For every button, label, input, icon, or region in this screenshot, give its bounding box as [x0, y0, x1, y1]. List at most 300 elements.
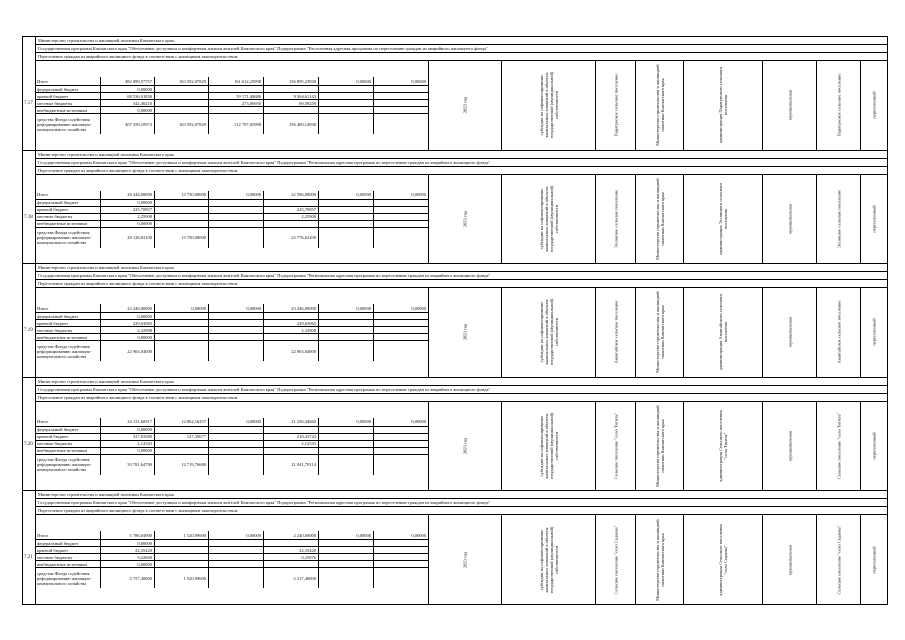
financing-value [155, 320, 209, 326]
financing-row [36, 540, 428, 547]
financing-section [36, 77, 428, 151]
financing-value: 13 750,00000 [155, 228, 209, 248]
financing-value [209, 228, 264, 248]
financing-value [319, 313, 374, 319]
column-activity [501, 61, 595, 150]
year-text: 2023 год [462, 97, 468, 114]
financing-value [374, 200, 428, 206]
financing-value [374, 427, 428, 433]
object-text: Анавгайское сельское поселение [613, 300, 618, 364]
column-year [428, 515, 501, 604]
financing-source-label: Итого [36, 304, 101, 312]
financing-section [36, 531, 428, 605]
financing-value [155, 313, 209, 319]
financing-row [36, 207, 428, 214]
financing-value: 2,12543 [101, 441, 155, 447]
financing-value: 0,00000 [209, 418, 264, 426]
financing-value [264, 107, 319, 113]
financing-value [209, 221, 264, 227]
financing-value [209, 341, 264, 361]
financing-value: 2,32908 [101, 327, 155, 333]
activity-text: субсидии на софинансирование капитальных вложений в объекты государственной (муниципальной) собственности [538, 185, 559, 253]
financing-value: 2 217,40000 [264, 568, 319, 588]
recipient-text: администрация Анавгайского сельского поселения [718, 294, 728, 371]
financing-row [36, 427, 428, 434]
program-header: Государственная программа Камчатского края "Обеспечение доступным и комфортным жильем жителей Камчатского края" Подпрограмма "Региональная адресная программа по переселению граждан из аварийного жилищного фонда" [36, 272, 887, 280]
column-recipient [683, 288, 762, 377]
financing-value [209, 540, 264, 546]
financing-value [374, 327, 428, 333]
financing-source-label: Итого [36, 191, 101, 199]
financing-row [36, 341, 428, 361]
subject-header: Переселение граждан из аварийного жилищного фонда в соответствии с жилищным законодательством [36, 394, 887, 402]
financing-source-label: средства Фонда содействия реформированию жилищно-коммунального хозяйства [36, 228, 101, 248]
financing-source-label: краевой бюджет [36, 320, 101, 326]
financing-row [36, 86, 428, 93]
year-text: 2023 год [462, 437, 468, 455]
column-ministry-short [635, 402, 683, 491]
financing-row [36, 441, 428, 448]
financing-value: 0,00000 [101, 540, 155, 546]
ministry-short-text: Министерство строительства и жилищной политики Камчатского края [654, 291, 665, 374]
row-number-cell [23, 37, 36, 150]
financing-value [209, 547, 264, 553]
year-text: 2023 год [462, 210, 468, 228]
financing-value: 2 240,00000 [264, 531, 319, 539]
financing-value [155, 547, 209, 553]
financing-value [155, 441, 209, 447]
financing-value: 0,00000 [319, 304, 374, 312]
financing-value: 0,00000 [101, 200, 155, 206]
column-territory [816, 402, 860, 491]
financing-value [264, 313, 319, 319]
financing-source-label: местные бюджеты [36, 441, 101, 447]
financing-value [264, 561, 319, 567]
financing-value [264, 200, 319, 206]
financing-value: 1 520,99600 [155, 568, 209, 588]
financing-value: 342,46210 [101, 100, 155, 106]
financing-source-label: местные бюджеты [36, 554, 101, 560]
financing-value: 225,70857 [101, 207, 155, 213]
financing-source-label: внебюджетные источники [36, 334, 101, 340]
financing-value: 68 536,01830 [101, 93, 155, 99]
financing-value [319, 107, 374, 113]
column-prop-type [860, 402, 887, 491]
recipient-text: администрация Сельского поселения "село Седанка" [718, 524, 728, 596]
financing-value: 0,00000 [319, 77, 374, 85]
financing-value [209, 448, 264, 454]
financing-value [374, 568, 428, 588]
financing-row [36, 554, 428, 561]
financing-row [36, 228, 428, 248]
financing-value [155, 200, 209, 206]
activity-text: субсидии на софинансирование капитальных вложений в объекты государственной (муниципальной) собственности [538, 526, 559, 594]
column-territory [816, 288, 860, 377]
column-activity [501, 402, 595, 491]
financing-value [155, 207, 209, 213]
financing-value: 112 707,05998 [209, 114, 264, 134]
column-territory [816, 175, 860, 264]
financing-row [36, 77, 428, 86]
financing-value: 22,35420 [101, 547, 155, 553]
column-org-type [762, 402, 816, 491]
financing-value: 225,70857 [264, 207, 319, 213]
financing-value: 33 781,64790 [101, 455, 155, 475]
table-row [23, 264, 887, 378]
financing-value: 21 041,78114 [264, 455, 319, 475]
financing-value: 0,00000 [411, 192, 426, 198]
financing-value: 0,25076 [264, 554, 319, 560]
financing-value [319, 214, 374, 220]
financing-value: 0,00000 [155, 304, 209, 312]
financing-row [36, 448, 428, 455]
financing-value [209, 327, 264, 333]
column-recipient [683, 402, 762, 491]
financing-value: 22 963,04000 [264, 341, 319, 361]
column-object [595, 61, 635, 150]
financing-value [374, 455, 428, 475]
financing-value [209, 427, 264, 433]
financing-value: 0,00000 [319, 531, 374, 539]
financing-value: 163 592,07829 [155, 77, 209, 85]
financing-value [155, 93, 209, 99]
financing-value: 1 520,99600 [155, 531, 209, 539]
financing-value [374, 114, 428, 134]
ministry-short-text: Министерство строительства и жилищной политики Камчатского края [654, 178, 665, 260]
prop-type-text: переселенный [871, 546, 877, 574]
financing-value [155, 341, 209, 361]
financing-value: 2,12543 [264, 441, 319, 447]
row-number: 7.20 [24, 441, 33, 447]
financing-value: 0,00000 [411, 305, 426, 311]
financing-row [36, 568, 428, 588]
financing-section [36, 191, 428, 265]
financing-value [264, 334, 319, 340]
row-number: 7.21 [24, 555, 33, 561]
financing-source-label: краевой бюджет [36, 93, 101, 99]
column-activity [501, 175, 595, 264]
column-ministry-short [635, 288, 683, 377]
financing-value [209, 434, 264, 440]
financing-value: 2,25908 [264, 214, 319, 220]
financing-value [319, 427, 374, 433]
financing-value [319, 561, 374, 567]
financing-row [36, 191, 428, 200]
column-recipient [683, 515, 762, 604]
year-text: 2023 год [462, 324, 468, 341]
financing-value [319, 327, 374, 333]
program-header: Государственная программа Камчатского края "Обеспечение доступным и комфортным жильем жителей Камчатского края" Подпрограмма "Региональная адресная программа по переселению граждан из аварийного жилищного фонда" [36, 386, 887, 394]
financing-value [374, 341, 428, 361]
financing-value [319, 448, 374, 454]
financing-value [374, 221, 428, 227]
financing-value [374, 434, 428, 440]
column-year [428, 288, 501, 377]
column-year [428, 402, 501, 491]
financing-value [374, 100, 428, 106]
financing-row [36, 561, 428, 568]
financing-value: 0,00000 [101, 334, 155, 340]
financing-value: 0,00000 [101, 86, 155, 92]
column-org-type [762, 288, 816, 377]
financing-value: 482 099,57757 [101, 77, 155, 85]
territory-text: Сельское поселение "село Тигиль" [836, 412, 841, 480]
financing-value [319, 554, 374, 560]
financing-value [209, 568, 264, 588]
financing-source-label: местные бюджеты [36, 100, 101, 106]
financing-value [319, 568, 374, 588]
financing-value: 273,06950 [209, 100, 264, 106]
financing-row [36, 221, 428, 228]
financing-row [36, 200, 428, 207]
financing-value [155, 221, 209, 227]
financing-value: 0,00000 [101, 561, 155, 567]
financing-value [155, 100, 209, 106]
financing-row [36, 327, 428, 334]
financing-value: 0,00000 [101, 107, 155, 113]
financing-row [36, 304, 428, 313]
financing-row [36, 434, 428, 441]
financing-value [209, 200, 264, 206]
column-activity [501, 288, 595, 377]
financing-value [209, 313, 264, 319]
financing-source-label: внебюджетные источники [36, 221, 101, 227]
column-year [428, 61, 501, 150]
prop-type-text: переселенный [871, 205, 877, 233]
territory-text: Анавгайское сельское поселение [836, 300, 841, 364]
financing-row [36, 107, 428, 114]
column-ministry-short [635, 515, 683, 604]
financing-value: 0,00000 [101, 313, 155, 319]
column-ministry-short [635, 175, 683, 264]
column-prop-type [860, 288, 887, 377]
financing-value [209, 207, 264, 213]
financing-value: 21 256,44660 [264, 418, 319, 426]
financing-value: 156 895,23930 [264, 77, 319, 85]
financing-source-label: средства Фонда содействия реформированию жилищно-коммунального хозяйства [36, 341, 101, 361]
object-text: Сельское поселение "село Седанка" [613, 525, 618, 595]
financing-source-label: внебюджетные источники [36, 448, 101, 454]
financing-value [374, 320, 428, 326]
activity-text: субсидии на софинансирование капитальных вложений в объекты государственной (муниципальной) собственности [538, 299, 559, 366]
table-row [23, 491, 887, 605]
financing-value: 210,43743 [264, 434, 319, 440]
financing-value [264, 86, 319, 92]
row-number-cell [23, 151, 36, 264]
row-number: 7.19 [24, 328, 33, 334]
column-object [595, 175, 635, 264]
program-header: Государственная программа Камчатского края "Обеспечение доступным и комфортным жильем жителей Камчатского края" Подпрограмма "Расселенная адресная программа по переселению граждан из аварийного жилищного фонда" [36, 45, 887, 53]
financing-value [155, 561, 209, 567]
column-territory [816, 515, 860, 604]
financing-source-label: федеральный бюджет [36, 540, 101, 546]
financing-source-label: внебюджетные источники [36, 561, 101, 567]
financing-value [264, 427, 319, 433]
ministry-header: Министерство строительства и жилищной политики Камчатского края [36, 378, 887, 386]
org-type-text: муниципальная [787, 203, 792, 234]
financing-row [36, 334, 428, 341]
financing-value: 28 128,63100 [101, 228, 155, 248]
financing-source-label: федеральный бюджет [36, 427, 101, 433]
ministry-short-text: Министерство строительства и жилищной политики Камчатского края [654, 64, 665, 147]
financing-value [374, 86, 428, 92]
financing-value: 12 862,16257 [155, 418, 209, 426]
ministry-short-text: Министерство строительства и жилищной политики Камчатского края [654, 518, 665, 601]
financing-value [374, 554, 428, 560]
subject-header: Переселение граждан из аварийного жилищного фонда в соответствии с жилищным законодательством [36, 280, 887, 288]
financing-value: 0,00000 [411, 78, 426, 84]
financing-value: 28 344,08000 [101, 191, 155, 199]
ministry-header: Министерство строительства и жилищной политики Камчатского края [36, 151, 887, 159]
org-type-text: муниципальная [787, 90, 792, 121]
financing-value: 23 246,00000 [264, 304, 319, 312]
financing-value [155, 107, 209, 113]
financing-source-label: федеральный бюджет [36, 200, 101, 206]
financing-value [155, 448, 209, 454]
financing-value: 2,25908 [101, 214, 155, 220]
financing-value [155, 540, 209, 546]
financing-value [319, 455, 374, 475]
financing-value: 0,00000 [209, 191, 264, 199]
financing-source-label: Итого [36, 77, 101, 85]
financing-row [36, 93, 428, 100]
column-object [595, 288, 635, 377]
financing-source-label: краевой бюджет [36, 547, 101, 553]
row-number-cell [23, 378, 36, 491]
org-type-text: муниципальная [787, 544, 792, 575]
financing-value [209, 107, 264, 113]
financing-source-label: краевой бюджет [36, 207, 101, 213]
prop-type-text: переселенный [871, 91, 877, 119]
financing-value [319, 221, 374, 227]
column-prop-type [860, 61, 887, 150]
financing-value [374, 547, 428, 553]
financing-value [209, 214, 264, 220]
financing-value [319, 207, 374, 213]
financing-source-label: средства Фонда содействия реформированию жилищно-коммунального хозяйства [36, 114, 101, 134]
program-header: Государственная программа Камчатского края "Обеспечение доступным и комфортным жильем жителей Камчатского края" Подпрограмма "Региональная адресная программа по переселению граждан из аварийного жилищного фонда" [36, 499, 887, 507]
prop-type-text: переселенный [871, 318, 877, 347]
financing-value [155, 86, 209, 92]
financing-row [36, 100, 428, 107]
financing-value: 22 586,08000 [264, 191, 319, 199]
financing-value [319, 320, 374, 326]
financing-source-label: местные бюджеты [36, 214, 101, 220]
object-text: Эссовское сельское поселение [613, 189, 618, 249]
financing-value [155, 427, 209, 433]
financing-value [374, 441, 428, 447]
column-prop-type [860, 515, 887, 604]
row-number-cell [23, 264, 36, 377]
row-number: 7.18 [24, 214, 33, 220]
financing-value: 229,63065 [264, 320, 319, 326]
financing-value [319, 114, 374, 134]
row-number-cell [23, 491, 36, 604]
financing-source-label: Итого [36, 531, 101, 539]
financing-value: 5 786,04900 [101, 531, 155, 539]
ministry-header: Министерство строительства и жилищной политики Камчатского края [36, 264, 887, 272]
financing-value [319, 200, 374, 206]
financing-source-label: внебюджетные источники [36, 107, 101, 113]
financing-value [374, 561, 428, 567]
financing-source-label: краевой бюджет [36, 434, 101, 440]
financing-value [209, 455, 264, 475]
recipient-text: администрация Сельского поселения "село Тигиль" [718, 410, 728, 482]
ministry-short-text: Министерство строительства и жилищной политики Камчатского края [654, 405, 665, 487]
financing-value: 0,00000 [101, 448, 155, 454]
recipient-text: администрация Эссовского сельского поселения [718, 182, 728, 255]
financing-value [209, 554, 264, 560]
financing-value [319, 100, 374, 106]
column-org-type [762, 175, 816, 264]
financing-row [36, 320, 428, 327]
column-object [595, 402, 635, 491]
financing-value: 69,39259 [264, 100, 319, 106]
activity-text: субсидии на софинансирование капитальных вложений в объекты государственной (муниципальной) собственности [538, 71, 559, 139]
financing-value: 127,39677 [155, 434, 209, 440]
financing-value: 22 963,04000 [101, 341, 155, 361]
table-row [23, 378, 887, 492]
financing-value [374, 448, 428, 454]
financing-value: 22,35420 [264, 547, 319, 553]
financing-value: 161 612,25998 [209, 77, 264, 85]
financing-value [374, 313, 428, 319]
financing-value: 34 131,60917 [101, 418, 155, 426]
financing-value: 13 750,00000 [155, 191, 209, 199]
subject-header: Переселение граждан из аварийного жилищного фонда в соответствии с жилищным законодательством [36, 53, 887, 61]
financing-value [319, 540, 374, 546]
territory-text: Паратунское сельское поселение [836, 73, 841, 137]
financing-value: 0,00000 [101, 221, 155, 227]
column-ministry-short [635, 61, 683, 150]
financing-value [374, 228, 428, 248]
financing-source-label: местные бюджеты [36, 327, 101, 333]
financing-value: 156 460,14930 [264, 114, 319, 134]
financing-value: 407 359,10973 [101, 114, 155, 134]
financing-value [319, 341, 374, 361]
financing-value: 0,00000 [319, 418, 374, 426]
financing-row [36, 313, 428, 320]
financing-value [209, 334, 264, 340]
financing-value: 0,00000 [411, 419, 426, 425]
subject-header: Переселение граждан из аварийного жилищного фонда в соответствии с жилищным законодательством [36, 507, 887, 515]
financing-value [374, 107, 428, 113]
recipient-text: администрация Паратунского сельского поселения [718, 67, 728, 144]
financing-value: 23 246,00000 [101, 304, 155, 312]
financing-source-label: средства Фонда содействия реформированию жилищно-коммунального хозяйства [36, 455, 101, 475]
financing-value [155, 214, 209, 220]
column-org-type [762, 515, 816, 604]
financing-value [319, 334, 374, 340]
financing-value [209, 320, 264, 326]
financing-value: 5 757,40000 [101, 568, 155, 588]
table-row [23, 151, 887, 265]
territory-text: Сельское поселение "село Седанка" [836, 525, 841, 595]
financing-value [264, 540, 319, 546]
financing-row [36, 547, 428, 554]
org-type-text: муниципальная [787, 431, 792, 462]
subject-header: Переселение граждан из аварийного жилищного фонда в соответствии с жилищным законодательством [36, 167, 887, 175]
column-recipient [683, 175, 762, 264]
org-type-text: муниципальная [787, 317, 792, 348]
financing-value [319, 228, 374, 248]
financing-value [374, 334, 428, 340]
row-number: 7.17 [24, 101, 33, 106]
financing-source-label: федеральный бюджет [36, 86, 101, 92]
financing-value [209, 561, 264, 567]
territory-text: Эссовское сельское поселение [836, 189, 841, 249]
column-object [595, 515, 635, 604]
